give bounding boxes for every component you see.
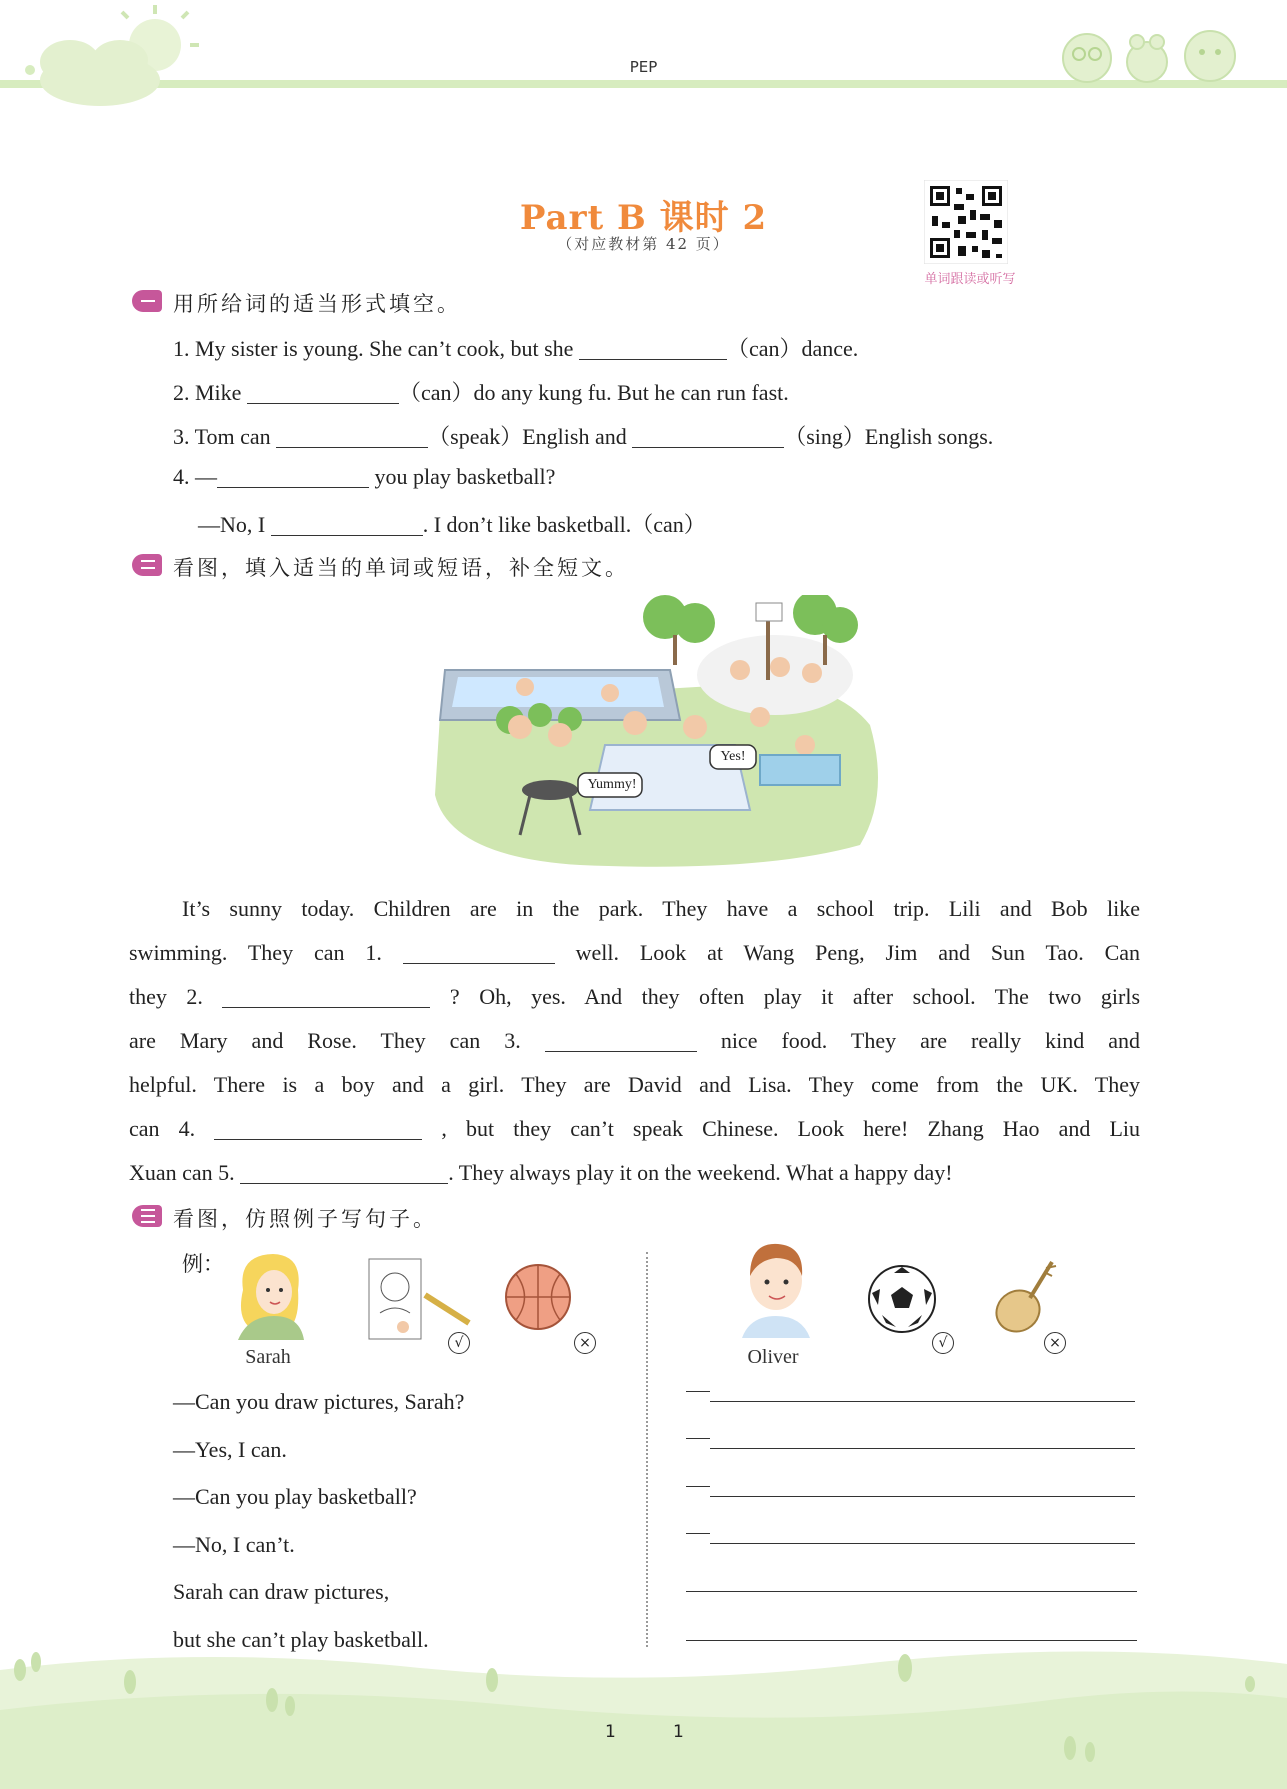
answer-line-2[interactable]: [710, 1448, 1135, 1449]
question-2: [173, 376, 789, 407]
right-name: Oliver: [747, 1346, 799, 1368]
passage-text: they 2.: [129, 984, 203, 1009]
pipa-icon: [990, 1256, 1060, 1336]
answer-line-4[interactable]: [710, 1543, 1135, 1544]
passage-text: . They always play it on the weekend. What a happy day!: [448, 1160, 953, 1185]
q4a-blank[interactable]: [217, 465, 369, 488]
example-line: —Yes, I can.: [173, 1436, 287, 1462]
passage-text: nice food. They are really kind and: [720, 1028, 1141, 1053]
speech-bubble-yummy: Yummy!: [587, 777, 637, 792]
section3-instruction: 看图，仿照例子写句子。: [173, 1207, 437, 1231]
section-badge-3: [132, 1205, 162, 1227]
example-label: 例：: [182, 1252, 224, 1276]
example-line: —Can you draw pictures, Sarah?: [173, 1389, 465, 1414]
passage-blank-2[interactable]: [222, 985, 430, 1008]
q3-blank-2[interactable]: [632, 425, 784, 448]
question-1: [173, 332, 858, 363]
column-divider: [646, 1252, 648, 1647]
q4b-blank[interactable]: [271, 513, 423, 536]
passage-line-5: helpful. There is a boy and a girl. They are David and Lisa. They come from the UK. They: [129, 1072, 1140, 1097]
park-illustration: [430, 595, 890, 870]
q3-hint-1: （speak）English and: [428, 424, 627, 449]
q3-text: 3. Tom can: [173, 424, 271, 449]
passage-text: , but they can’t speak Chinese. Look here! Zhang Hao and Liu: [441, 1116, 1141, 1141]
passage-text: can 4.: [129, 1116, 196, 1141]
passage-text: ? Oh, yes. And they often play it after school. The two girls: [449, 984, 1141, 1009]
qr-caption: 单词跟读或听写: [924, 272, 1016, 287]
page-number-right: 1: [673, 1722, 684, 1742]
passage: [129, 887, 1140, 1195]
passage-text: swimming. They can 1.: [129, 940, 382, 965]
speech-bubble-yes: Yes!: [720, 749, 746, 764]
q2-blank[interactable]: [247, 381, 399, 404]
example-dialogue: [173, 1378, 464, 1663]
lesson-subtitle: （对应教材第 42 页）: [557, 235, 730, 253]
qr-code-icon[interactable]: [924, 180, 1008, 264]
cross-mark-oliver: ×: [1044, 1332, 1066, 1354]
passage-blank-5[interactable]: [240, 1161, 448, 1184]
cross-mark: ×: [574, 1332, 596, 1354]
check-mark: √: [448, 1332, 470, 1354]
oliver-portrait: [736, 1236, 816, 1338]
answer-dash: [686, 1533, 710, 1534]
series-label: PEP: [629, 58, 658, 76]
q3-hint-2: （sing）English songs.: [784, 424, 994, 449]
q3-blank-1[interactable]: [276, 425, 428, 448]
passage-text: are Mary and Rose. They can 3.: [129, 1028, 521, 1053]
q2-text: 2. Mike: [173, 380, 242, 405]
footer-hills-decoration: [0, 1640, 1287, 1789]
passage-blank-4[interactable]: [214, 1117, 422, 1140]
answer-line-3[interactable]: [710, 1496, 1135, 1497]
answer-dash: [686, 1486, 710, 1487]
question-4b: [198, 508, 706, 539]
q1-hint: （can）dance.: [726, 336, 859, 361]
passage-line-7: [129, 1151, 1140, 1195]
passage-text: Xuan can 5.: [129, 1160, 235, 1185]
passage-line-6: [129, 1107, 1140, 1151]
section-badge-1: [132, 290, 162, 312]
q1-text: 1. My sister is young. She can’t cook, but she: [173, 336, 574, 361]
q4b-text: —No, I: [198, 512, 266, 537]
passage-line-3: [129, 975, 1140, 1019]
question-3: [173, 420, 993, 451]
sarah-portrait: [228, 1250, 308, 1340]
example-line: but she can’t play basketball.: [173, 1626, 429, 1652]
section2-instruction: 看图，填入适当的单词或短语，补全短文。: [173, 556, 629, 580]
page-number-left: 1: [605, 1722, 616, 1742]
answer-dash: [686, 1438, 710, 1439]
passage-line-4: [129, 1019, 1140, 1063]
check-mark-oliver: √: [932, 1332, 954, 1354]
passage-line-1: It’s sunny today. Children are in the park. They have a school trip. Lili and Bob like: [182, 896, 1140, 921]
example-line: Sarah can draw pictures,: [173, 1579, 390, 1604]
q4a-after: you play basketball?: [374, 464, 556, 489]
lesson-title: Part B 课时 2: [519, 198, 768, 238]
q1-blank[interactable]: [579, 337, 727, 360]
passage-line-2: [129, 931, 1140, 975]
q2-hint: （can）do any kung fu. But he can run fast.: [398, 380, 789, 405]
q4a-text: 4. —: [173, 464, 217, 489]
example-line: —No, I can’t.: [173, 1531, 295, 1557]
soccer-ball-icon: [866, 1263, 938, 1335]
section1-instruction: 用所给词的适当形式填空。: [173, 292, 461, 316]
answer-line-5[interactable]: [686, 1591, 1137, 1592]
animal-friends-decoration: [1055, 20, 1255, 88]
basketball-icon: [503, 1262, 573, 1332]
question-4a: [173, 464, 555, 490]
q4b-after: . I don’t like basketball.（can）: [422, 512, 706, 537]
answer-line-1[interactable]: [710, 1401, 1135, 1402]
passage-blank-1[interactable]: [403, 941, 555, 964]
passage-blank-3[interactable]: [545, 1029, 697, 1052]
example-name: Sarah: [245, 1346, 291, 1368]
passage-text: well. Look at Wang Peng, Jim and Sun Tao. Can: [575, 940, 1141, 965]
answer-dash: [686, 1391, 710, 1392]
section-badge-2: [132, 554, 162, 576]
example-line: —Can you play basketball?: [173, 1484, 417, 1509]
